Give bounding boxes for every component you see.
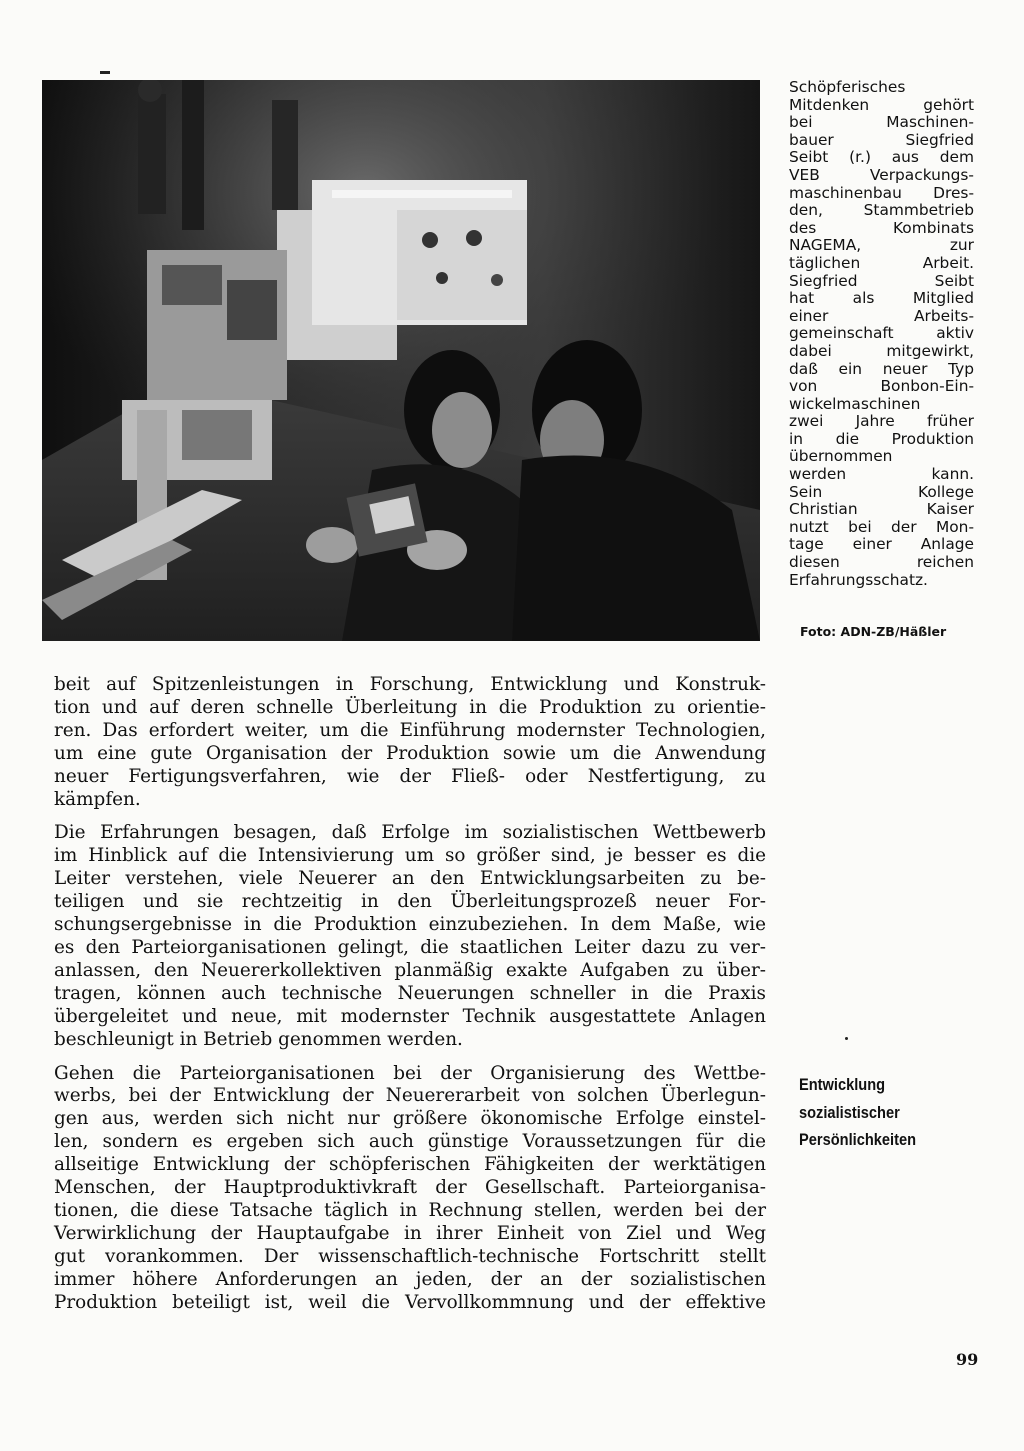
caption-line: einer Arbeits-	[789, 306, 974, 325]
caption-line: tage einer Anlage	[789, 535, 974, 554]
text-line: len, sondern es ergeben sich auch günstige Voraussetzungen für die	[54, 1131, 766, 1153]
caption-line: Christian Kaiser	[789, 500, 974, 519]
caption-line: übernommen	[789, 447, 893, 466]
text-line: beschleunigt in Betrieb genommen werden.	[54, 1028, 463, 1050]
text-line: kämpfen.	[54, 788, 141, 810]
text-line: immer höhere Anforderungen an jeden, der an der sozialistischen	[54, 1268, 766, 1290]
text-line: Verwirklichung der Hauptaufgabe in ihrer Einheit von Ziel und Weg	[54, 1222, 766, 1244]
article-body	[54, 674, 766, 1325]
caption-line: von Bonbon-Ein-	[789, 377, 974, 396]
text-line: übergeleitet und neue, mit modernster Technik ausgestattete Anlagen	[54, 1005, 766, 1027]
text-line: Produktion beteiligt ist, weil die Vervollkommnung und der effektive	[54, 1291, 766, 1313]
margin-heading-line: Persönlichkeiten	[799, 1130, 917, 1149]
caption-line: bei Maschinen-	[789, 113, 974, 132]
caption-line: in die Produktion	[789, 429, 974, 448]
caption-line: des Kombinats	[789, 218, 974, 237]
text-line: ren. Das erfordert weiter, um die Einführung modernster Technologien,	[54, 719, 766, 741]
text-line: tragen, können auch technische Neuerungen schneller in die Praxis	[54, 982, 766, 1004]
workshop-photo	[42, 80, 760, 641]
caption-line: Seibt (r.) aus dem	[789, 148, 974, 167]
paragraph	[54, 674, 766, 811]
caption-line: NAGEMA, zur	[789, 236, 974, 255]
text-line: neuer Fertigungsverfahren, wie der Fließ- oder Nestfertigung, zu	[54, 765, 766, 787]
caption-line: hat als Mitglied	[789, 289, 974, 308]
text-line: Gehen die Parteiorganisationen bei der Organisierung des Wettbe-	[54, 1062, 766, 1084]
print-dot-mark	[845, 1037, 848, 1040]
paragraph	[54, 822, 766, 1051]
paragraph	[54, 1063, 766, 1315]
caption-line: maschinenbau Dres-	[789, 183, 974, 202]
text-line: tion und auf deren schnelle Überleitung in die Produktion zu orientie-	[54, 696, 766, 718]
caption-line: diesen reichen	[789, 553, 974, 572]
text-line: Menschen, der Hauptproduktivkraft der Gesellschaft. Parteiorganisa-	[54, 1177, 766, 1199]
text-line: es den Parteiorganisationen gelingt, die staatlichen Leiter dazu zu ver-	[54, 936, 766, 958]
caption-line: Siegfried Seibt	[789, 271, 974, 290]
caption-line: täglichen Arbeit.	[789, 253, 974, 272]
text-line: allseitige Entwicklung der schöpferischen Fähigkeiten der werktätigen	[54, 1154, 766, 1176]
text-line: beit auf Spitzenleistungen in Forschung, Entwicklung und Konstruk-	[54, 674, 766, 695]
caption-line: Erfahrungsschatz.	[789, 570, 928, 589]
caption-line: den, Stammbetrieb	[789, 201, 974, 220]
margin-heading-line: sozialistischer	[799, 1102, 900, 1122]
text-line: um eine gute Organisation der Produktion sowie um die Anwendung	[54, 742, 766, 764]
photo-credit: Foto: ADN-ZB/Häßler	[800, 624, 947, 639]
caption-line: bauer Siegfried	[789, 130, 974, 149]
text-line: anlassen, den Neuererkollektiven planmäßig exakte Aufgaben zu über-	[54, 959, 766, 981]
caption-line: Schöpferisches	[789, 78, 906, 96]
caption-line: Sein Kollege	[789, 482, 974, 501]
text-line: werbs, bei der Entwicklung der Neuererarbeit von solchen Überlegun-	[54, 1085, 766, 1107]
margin-heading	[799, 1071, 916, 1154]
text-line: schungsergebnisse in die Produktion einzubeziehen. In dem Maße, wie	[54, 914, 766, 936]
text-line: tionen, die diese Tatsache täglich in Rechnung stellen, werden bei der	[54, 1199, 766, 1221]
text-line: teiligen und sie rechtzeitig in den Überleitungsprozeß neuer For-	[54, 891, 766, 913]
text-line: Die Erfahrungen besagen, daß Erfolge im sozialistischen Wettbewerb	[54, 822, 766, 844]
text-line: im Hinblick auf die Intensivierung um so größer sind, je besser es die	[54, 845, 766, 867]
caption-line: dabei mitgewirkt,	[789, 341, 974, 360]
text-line: gut vorankommen. Der wissenschaftlich-technische Fortschritt stellt	[54, 1245, 766, 1267]
caption-line: wickelmaschinen	[789, 394, 921, 413]
caption-line: werden kann.	[789, 465, 974, 484]
caption-line: gemeinschaft aktiv	[789, 324, 974, 343]
print-dash-mark	[100, 71, 110, 74]
caption-line: VEB Verpackungs-	[789, 165, 974, 184]
text-line: Leiter verstehen, viele Neuerer an den Entwicklungsarbeiten zu be-	[54, 868, 766, 890]
margin-heading-line: Entwicklung	[799, 1075, 886, 1094]
photo-caption	[789, 79, 974, 589]
caption-line: nutzt bei der Mon-	[789, 517, 974, 536]
page-number: 99	[956, 1350, 979, 1369]
caption-line: Mitdenken gehört	[789, 95, 974, 114]
text-line: gen aus, werden sich nicht nur größere ökonomische Erfolge einstel-	[54, 1108, 766, 1130]
caption-line: zwei Jahre früher	[789, 412, 974, 431]
caption-line: daß ein neuer Typ	[789, 359, 974, 378]
